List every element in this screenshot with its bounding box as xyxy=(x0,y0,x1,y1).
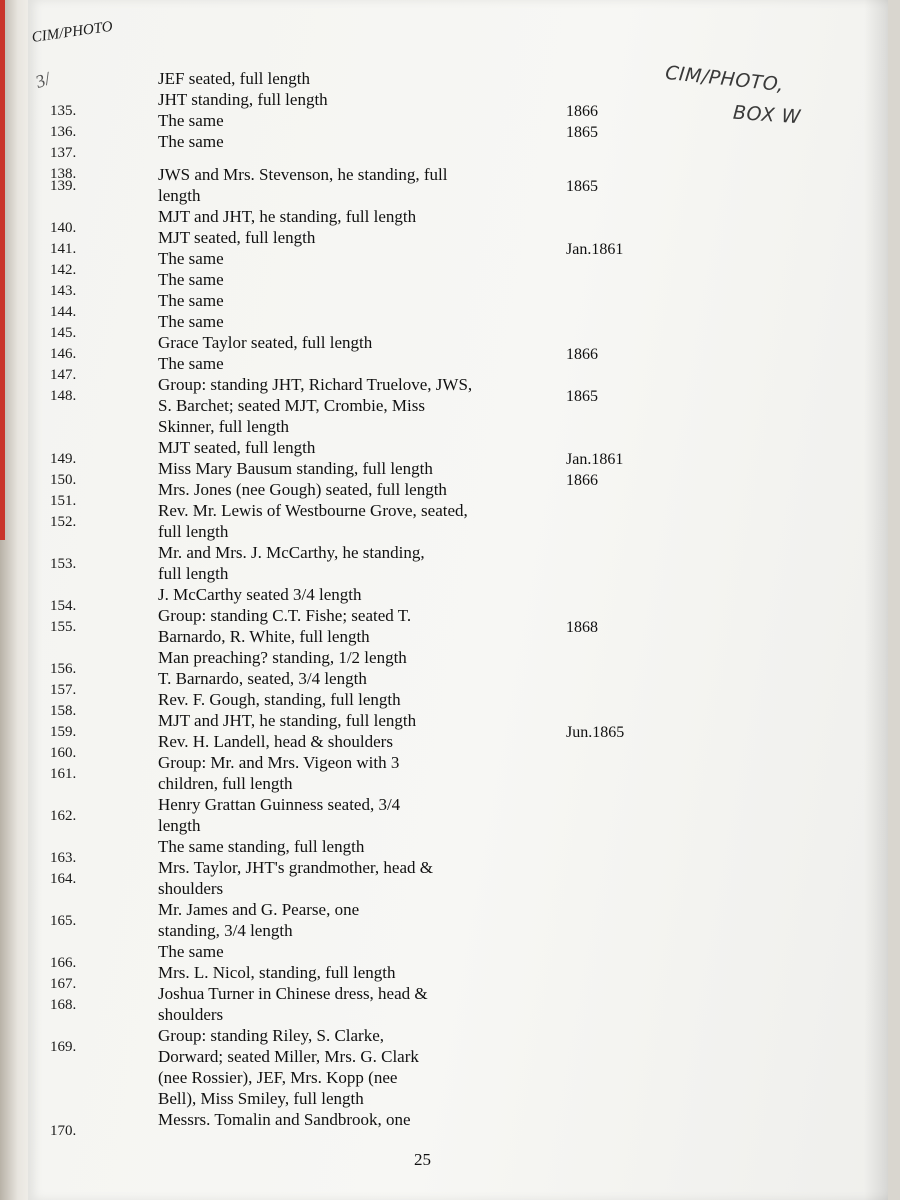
entry-description-line: Dorward; seated Miller, Mrs. G. Clark xyxy=(158,1047,419,1066)
entry-description-line: Mrs. Jones (nee Gough) seated, full length xyxy=(158,480,447,499)
entry-description-line: Grace Taylor seated, full length xyxy=(158,333,373,352)
entry-number: 136. xyxy=(50,124,77,140)
entry-number: 153. xyxy=(50,556,77,572)
entry-description-line: Barnardo, R. White, full length xyxy=(158,627,370,646)
entry-number: 159. xyxy=(50,724,77,740)
entry-number: 138. xyxy=(50,166,77,182)
entry-date: Jun.1865 xyxy=(566,724,625,741)
entry-description-line: Group: standing JHT, Richard Truelove, JWS, xyxy=(158,375,473,394)
entry-number: 151. xyxy=(50,493,77,509)
entry-number: 165. xyxy=(50,913,77,929)
entry-description-line: full length xyxy=(158,522,229,541)
entry-description-line: S. Barchet; seated MJT, Crombie, Miss xyxy=(158,396,425,415)
entry-number: 164. xyxy=(50,871,77,887)
entry-number: 160. xyxy=(50,745,77,761)
entry-number: 154. xyxy=(50,598,77,614)
entry-description-line: Skinner, full length xyxy=(158,417,290,436)
entry-description-line: Messrs. Tomalin and Sandbrook, one xyxy=(158,1110,411,1129)
entry-description-line: Henry Grattan Guinness seated, 3/4 xyxy=(158,795,401,814)
entry-number: 148. xyxy=(50,388,77,404)
entry-description-line: The same xyxy=(158,354,224,373)
entry-description-line: MJT and JHT, he standing, full length xyxy=(158,207,417,226)
handwritten-note-line2: BOX W xyxy=(732,101,802,129)
entry-number: 150. xyxy=(50,472,77,488)
entry-number: 161. xyxy=(50,766,77,782)
entry-date: 1865 xyxy=(566,388,598,405)
entry-description-line: Man preaching? standing, 1/2 length xyxy=(158,648,407,667)
entry-description-line: The same xyxy=(158,249,224,268)
entry-description-line: The same xyxy=(158,291,224,310)
entry-number: 149. xyxy=(50,451,77,467)
entry-date: 1866 xyxy=(566,472,598,489)
entry-number: 156. xyxy=(50,661,77,677)
entry-date: Jan.1861 xyxy=(566,451,624,468)
entry-number: 144. xyxy=(50,304,77,320)
entry-number: 155. xyxy=(50,619,77,635)
entry-description-line: Mr. James and G. Pearse, one xyxy=(158,900,360,919)
entry-number: 168. xyxy=(50,997,77,1013)
entry-date: 1866 xyxy=(566,103,598,120)
page-number: 25 xyxy=(414,1150,431,1169)
entry-description-line: The same xyxy=(158,132,224,151)
entry-number: 146. xyxy=(50,346,77,362)
entry-description-line: The same xyxy=(158,111,224,130)
entry-number: 163. xyxy=(50,850,77,866)
entry-description-line: standing, 3/4 length xyxy=(158,921,293,940)
entry-number: 169. xyxy=(50,1039,77,1055)
entry-date: 1868 xyxy=(566,619,598,636)
entry-description-line: children, full length xyxy=(158,774,293,793)
entry-date: 1866 xyxy=(566,346,598,363)
entry-number: 157. xyxy=(50,682,77,698)
entry-description-line: shoulders xyxy=(158,879,224,898)
entry-number: 140. xyxy=(50,220,77,236)
handwritten-tick-mark: 3/ xyxy=(32,68,53,92)
entry-number: 152. xyxy=(50,514,77,530)
entry-number: 142. xyxy=(50,262,77,278)
entry-number: 170. xyxy=(50,1123,77,1139)
entry-description-line: full length xyxy=(158,564,229,583)
entry-description-line: J. McCarthy seated 3/4 length xyxy=(158,585,362,604)
entry-description-line: MJT seated, full length xyxy=(158,228,316,247)
entry-description-line: MJT and JHT, he standing, full length xyxy=(158,711,417,730)
entry-description-line: Rev. H. Landell, head & shoulders xyxy=(158,732,393,751)
entry-description-line: Mrs. Taylor, JHT's grandmother, head & xyxy=(158,858,433,877)
entry-date: Jan.1861 xyxy=(566,241,624,258)
entry-description-line: The same xyxy=(158,270,224,289)
entry-description-line: Bell), Miss Smiley, full length xyxy=(158,1089,364,1108)
entry-date: 1865 xyxy=(566,124,598,141)
entry-description-line: JHT standing, full length xyxy=(158,90,328,109)
entry-description-line: T. Barnardo, seated, 3/4 length xyxy=(158,669,367,688)
entry-description-line: Mrs. L. Nicol, standing, full length xyxy=(158,963,396,982)
entry-description-line: Group: standing C.T. Fishe; seated T. xyxy=(158,606,412,625)
entry-description-line: The same standing, full length xyxy=(158,837,365,856)
entry-number: 158. xyxy=(50,703,77,719)
handwritten-note-line1: CIM/PHOTO, xyxy=(664,61,786,97)
entry-number: 135. xyxy=(50,103,77,119)
entry-number: 145. xyxy=(50,325,77,341)
entry-description-line: Joshua Turner in Chinese dress, head & xyxy=(158,984,428,1003)
entry-number: 139. xyxy=(50,178,77,194)
entry-number: 166. xyxy=(50,955,77,971)
entry-description-line: MJT seated, full length xyxy=(158,438,316,457)
entry-description-line: Mr. and Mrs. J. McCarthy, he standing, xyxy=(158,543,425,562)
entry-description-line: Rev. F. Gough, standing, full length xyxy=(158,690,401,709)
entry-number: 141. xyxy=(50,241,77,257)
entry-number: 137. xyxy=(50,145,77,161)
entry-number: 143. xyxy=(50,283,77,299)
entry-description-line: Group: standing Riley, S. Clarke, xyxy=(158,1026,385,1045)
entry-date: 1865 xyxy=(566,178,598,195)
entry-number: 167. xyxy=(50,976,77,992)
series-label: CIM/PHOTO xyxy=(30,18,114,46)
entry-description-line: Group: Mr. and Mrs. Vigeon with 3 xyxy=(158,753,400,772)
entry-description-line: shoulders xyxy=(158,1005,224,1024)
entry-number: 162. xyxy=(50,808,77,824)
entry-description-line: Rev. Mr. Lewis of Westbourne Grove, seated, xyxy=(158,501,468,520)
entry-description-line: JWS and Mrs. Stevenson, he standing, full xyxy=(158,165,448,184)
entry-number: 147. xyxy=(50,367,77,383)
entry-description-line: length xyxy=(158,816,201,835)
entry-description-line: JEF seated, full length xyxy=(158,69,311,88)
entry-description-line: The same xyxy=(158,942,224,961)
entry-description-line: (nee Rossier), JEF, Mrs. Kopp (nee xyxy=(158,1068,398,1087)
entry-description-line: Miss Mary Bausum standing, full length xyxy=(158,459,433,478)
entry-description-line: The same xyxy=(158,312,224,331)
entry-description-line: length xyxy=(158,186,201,205)
